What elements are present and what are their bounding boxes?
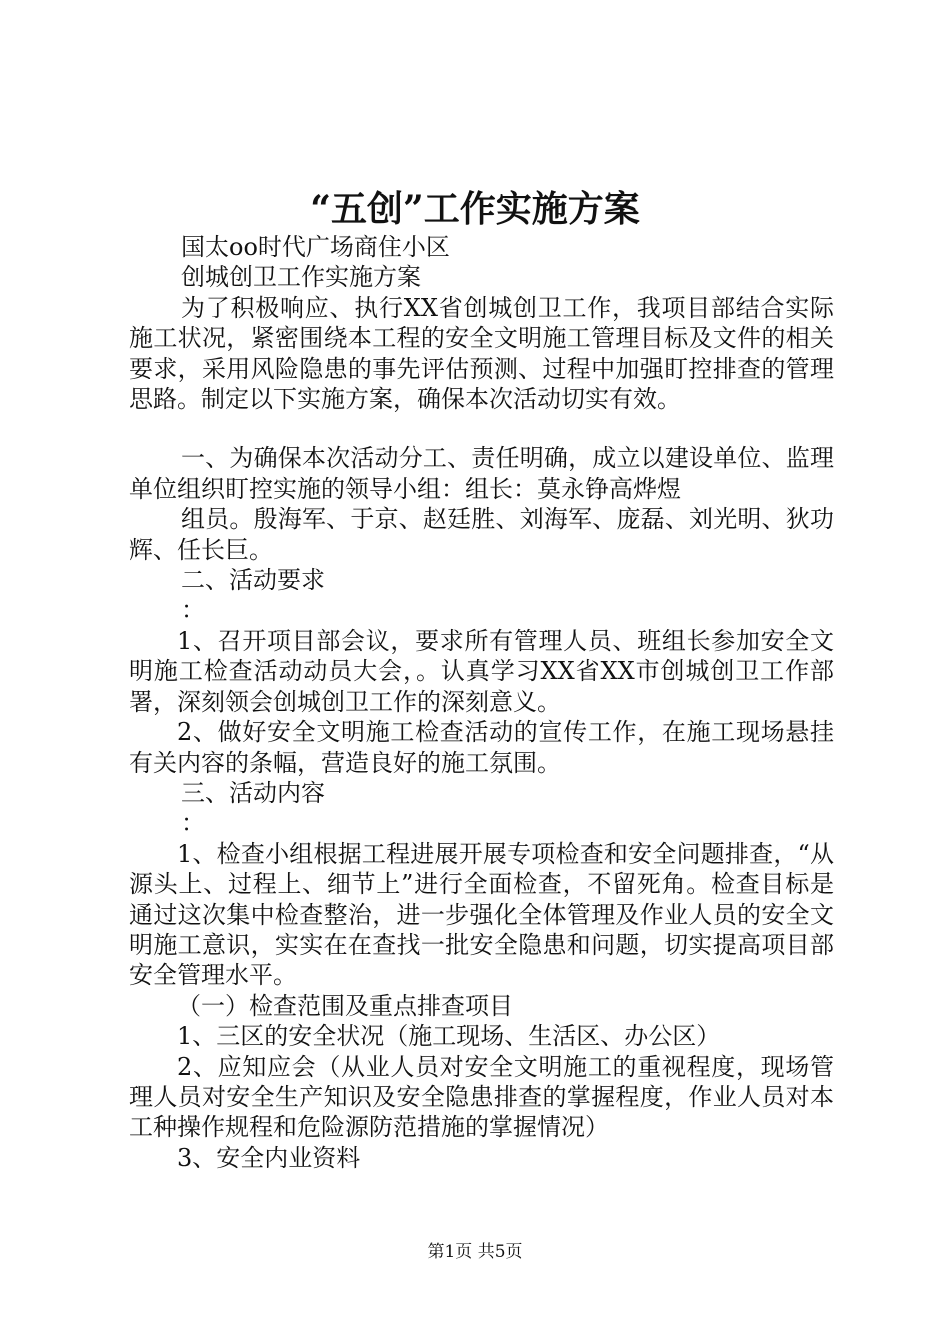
paragraph-requirement-2: 2、做好安全文明施工检查活动的宣传工作，在施工现场悬挂有关内容的条幅，营造良好的施工氛围。 xyxy=(129,718,834,777)
paragraph-scope-2: 2、应知应会（从业人员对安全文明施工的重视程度，现场管理人员对安全生产知识及安全隐患排查的掌握程度，作业人员对本工种操作规程和危险源防范措施的掌握情况） xyxy=(129,1052,834,1142)
paragraph-gap xyxy=(129,414,834,443)
heading-inspection-scope: （一）检查范围及重点排查项目 xyxy=(177,991,513,1020)
heading-activity-content: 三、活动内容 xyxy=(181,778,325,807)
paragraph-members: 组员。殷海军、于京、赵廷胜、刘海军、庞磊、刘光明、狄功辉、任长巨。 xyxy=(129,505,834,564)
paragraph-scope-1: 1、三区的安全状况（施工现场、生活区、办公区） xyxy=(177,1022,721,1051)
paragraph-requirement-1: 1、召开项目部会议，要求所有管理人员、班组长参加安全文明施工检查活动动员大会，。认真学习XX省XX市创城创卫工作部署，深刻领会创城创卫工作的深刻意义。 xyxy=(129,626,834,716)
document-body xyxy=(129,232,834,1173)
paragraph-scope-3: 3、安全内业资料 xyxy=(177,1143,361,1172)
heading-activity-requirements: 二、活动要求 xyxy=(181,566,325,595)
colon-line: ： xyxy=(181,596,205,625)
document-title: “五创”工作实施方案 xyxy=(310,188,640,230)
paragraph-content-1: 1、检查小组根据工程进展开展专项检查和安全问题排查，“从源头上、过程上、细节上”进行全面检查，不留死角。检查目标是通过这次集中检查整治，进一步强化全体管理及作业人员的安全文明施工意识，实实在在查找一批安全隐患和问题，切实提高项目部安全管理水平。 xyxy=(129,839,834,990)
paragraph-intro: 为了积极响应、执行XX省创城创卫工作，我项目部结合实际施工状况，紧密围绕本工程的安全文明施工管理目标及文件的相关要求，采用风险隐患的事先评估预测、过程中加强盯控排查的管理思路。制定以下实施方案，确保本次活动切实有效。 xyxy=(129,293,834,414)
colon-line: ： xyxy=(181,809,205,838)
paragraph-project-name: 国太oo时代广场商住小区 xyxy=(181,233,450,261)
page-footer: 第1页 共5页 xyxy=(427,1242,523,1262)
paragraph-plan-name: 创城创卫工作实施方案 xyxy=(181,263,421,292)
paragraph-section-1: 一、为确保本次活动分工、责任明确，成立以建设单位、监理单位组织盯控实施的领导小组：组长：莫永铮高烨煜 xyxy=(129,444,834,503)
